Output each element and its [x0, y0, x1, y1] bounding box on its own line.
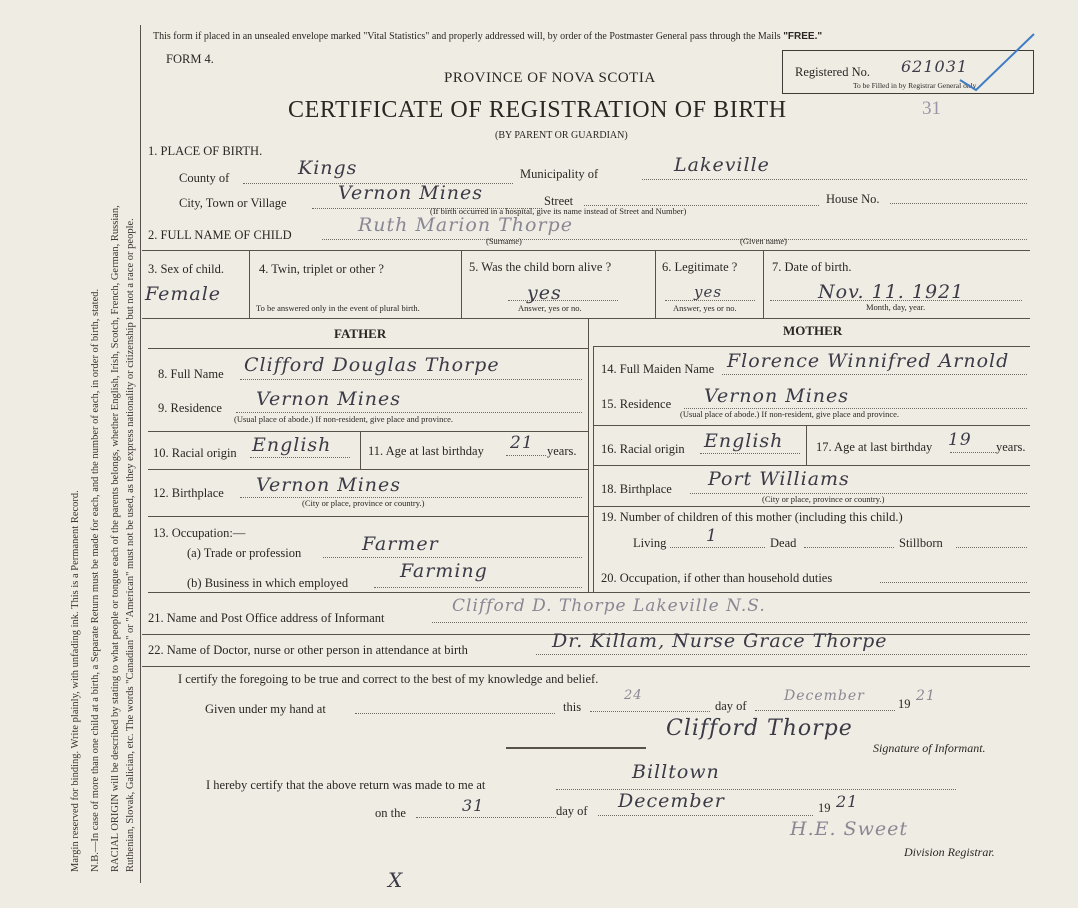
mother-birthplace-note: (City or place, province or country.)	[762, 494, 885, 504]
doctor-value: Dr. Killam, Nurse Grace Thorpe	[552, 630, 888, 652]
father-racial-value: English	[252, 434, 332, 456]
doctor-label: 22. Name of Doctor, nurse or other person in attendance at birth	[148, 643, 468, 657]
living-value: 1	[706, 526, 718, 546]
father-birthplace-value: Vernon Mines	[256, 474, 402, 496]
cert-month-value: December	[784, 688, 865, 704]
father-racial-label: 10. Racial origin	[153, 446, 237, 460]
registrar-day-value: 31	[462, 796, 485, 815]
street-label: Street	[544, 194, 574, 208]
margin-note-1: Margin reserved for binding. Write plainly, with unfading ink. This is a Permanent Record.	[70, 490, 81, 872]
alive-label: 5. Was the child born alive ?	[469, 260, 612, 274]
mother-residence-note: (Usual place of abode.) If non-resident, give place and province.	[680, 409, 900, 419]
mother-children-label: 19. Number of children of this mother (including this child.)	[601, 510, 903, 524]
sex-label: 3. Sex of child.	[148, 262, 225, 276]
form-number: FORM 4.	[166, 52, 214, 66]
twin-label: 4. Twin, triplet or other ?	[259, 262, 384, 276]
legitimate-value: yes	[694, 283, 723, 301]
father-trade-value: Farmer	[362, 533, 439, 555]
living-label: Living	[633, 536, 667, 550]
province-title: PROVINCE OF NOVA SCOTIA	[444, 70, 656, 86]
mother-racial-value: English	[704, 430, 784, 452]
twin-note: To be answered only in the event of plural birth.	[256, 303, 420, 313]
county-label: County of	[179, 171, 230, 185]
mother-birthplace-value: Port Williams	[708, 468, 850, 490]
registrar-note: To be Filled in by Registrar General only	[853, 81, 977, 90]
sex-value: Female	[145, 283, 222, 305]
father-business-label: (b) Business in which employed	[187, 576, 349, 590]
mail-notice: This form if placed in an unsealed envelope marked "Vital Statistics" and properly addressed will, by order of the Postmaster General pass through the Mails "FREE."	[153, 31, 823, 42]
mother-birthplace-label: 18. Birthplace	[601, 482, 672, 496]
margin-note-2: N.B.—In case of more than one child at a birth, a Separate Return must be made for each, and the number of each, in order of birth, stated.	[90, 288, 101, 872]
margin-rule	[140, 25, 141, 883]
father-age-years: years.	[547, 444, 577, 458]
county-value: Kings	[298, 157, 358, 179]
mother-name-value: Florence Winnifred Arnold	[727, 350, 1010, 372]
dead-label: Dead	[770, 536, 797, 550]
year-stamp: 31	[922, 98, 941, 119]
informant-value: Clifford D. Thorpe Lakeville N.S.	[452, 596, 766, 616]
father-age-label: 11. Age at last birthday	[368, 444, 484, 458]
stillborn-label: Stillborn	[899, 536, 943, 550]
certify-text: I certify the foregoing to be true and correct to the best of my knowledge and belief.	[178, 672, 599, 686]
father-name-value: Clifford Douglas Thorpe	[244, 354, 500, 376]
father-birthplace-note: (City or place, province or country.)	[302, 498, 425, 508]
child-name-value: Ruth Marion Thorpe	[358, 214, 573, 236]
cert-year-prefix: 19	[898, 697, 911, 711]
mother-residence-label: 15. Residence	[601, 397, 672, 411]
city-value: Vernon Mines	[338, 182, 484, 204]
registrar-year-prefix: 19	[818, 801, 831, 815]
registrar-day-of-label: day of	[556, 804, 588, 818]
birth-date-label: 7. Date of birth.	[772, 260, 852, 274]
father-heading: FATHER	[334, 326, 387, 341]
mother-heading: MOTHER	[783, 323, 843, 338]
mother-age-label: 17. Age at last birthday	[816, 440, 933, 454]
father-residence-note: (Usual place of abode.) If non-resident, give place and province.	[234, 414, 454, 424]
certificate-subtitle: (BY PARENT OR GUARDIAN)	[495, 130, 628, 141]
margin-note-4: Ruthenian, Slovak, Galician, etc. The words "Canadian" or "American" must not be used, as they express nationality or citizenship but not a race or people.	[125, 218, 136, 872]
mother-age-value: 19	[948, 430, 972, 450]
father-occupation-label: 13. Occupation:—	[153, 526, 246, 540]
birth-date-value: Nov. 11. 1921	[818, 281, 965, 303]
mother-age-years: years.	[996, 440, 1026, 454]
place-of-birth-label: 1. PLACE OF BIRTH.	[148, 144, 263, 158]
certificate-title: CERTIFICATE OF REGISTRATION OF BIRTH	[288, 97, 787, 123]
given-under-label: Given under my hand at	[205, 702, 326, 716]
informant-label: 21. Name and Post Office address of Informant	[148, 611, 385, 625]
informant-signature: Clifford Thorpe	[666, 716, 853, 741]
registrar-place-value: Billtown	[632, 761, 720, 783]
legitimate-label: 6. Legitimate ?	[662, 260, 738, 274]
mother-occupation-label: 20. Occupation, if other than household duties	[601, 571, 833, 585]
father-name-label: 8. Full Name	[158, 367, 224, 381]
father-trade-label: (a) Trade or profession	[187, 546, 302, 560]
cert-day-value: 24	[624, 688, 643, 703]
registrar-signature: H.E. Sweet	[790, 818, 908, 840]
registrar-text: I hereby certify that the above return was made to me at	[206, 778, 486, 792]
given-name-note: (Given name)	[740, 236, 787, 246]
registered-number: 621031	[901, 57, 969, 76]
registrar-month-value: December	[618, 790, 725, 812]
child-name-label: 2. FULL NAME OF CHILD	[148, 228, 292, 242]
on-the-label: on the	[375, 806, 406, 820]
mother-residence-value: Vernon Mines	[704, 385, 850, 407]
margin-note-3: RACIAL ORIGIN will be described by stating to what people or tongue each of the parents belongs, whether English, Irish, Scotch, French, German, Russian,	[110, 205, 121, 872]
mother-name-label: 14. Full Maiden Name	[601, 362, 715, 376]
surname-note: (Surname)	[486, 236, 522, 246]
bottom-mark: X	[388, 868, 404, 892]
municipality-label: Municipality of	[520, 167, 599, 181]
alive-value: yes	[527, 282, 562, 304]
municipality-value: Lakeville	[674, 154, 770, 176]
city-label: City, Town or Village	[179, 196, 287, 210]
cert-day-of-label: day of	[715, 699, 747, 713]
father-business-value: Farming	[400, 560, 488, 582]
registrar-signature-label: Division Registrar.	[904, 845, 995, 859]
birth-date-note: Month, day, year.	[866, 302, 926, 312]
alive-note: Answer, yes or no.	[518, 303, 582, 313]
father-residence-value: Vernon Mines	[256, 388, 402, 410]
hospital-note: (If birth occurred in a hospital, give its name instead of Street and Number)	[430, 206, 687, 216]
informant-signature-label: Signature of Informant.	[873, 741, 986, 755]
father-residence-label: 9. Residence	[158, 401, 222, 415]
father-age-value: 21	[510, 433, 534, 453]
house-label: House No.	[826, 192, 880, 206]
registrar-year-value: 21	[836, 792, 859, 811]
this-label: this	[563, 700, 582, 714]
mother-racial-label: 16. Racial origin	[601, 442, 685, 456]
check-mark-icon	[950, 28, 1040, 94]
cert-year-value: 21	[916, 688, 936, 704]
registered-label: Registered No.	[795, 65, 870, 79]
legitimate-note: Answer, yes or no.	[673, 303, 737, 313]
father-birthplace-label: 12. Birthplace	[153, 486, 224, 500]
